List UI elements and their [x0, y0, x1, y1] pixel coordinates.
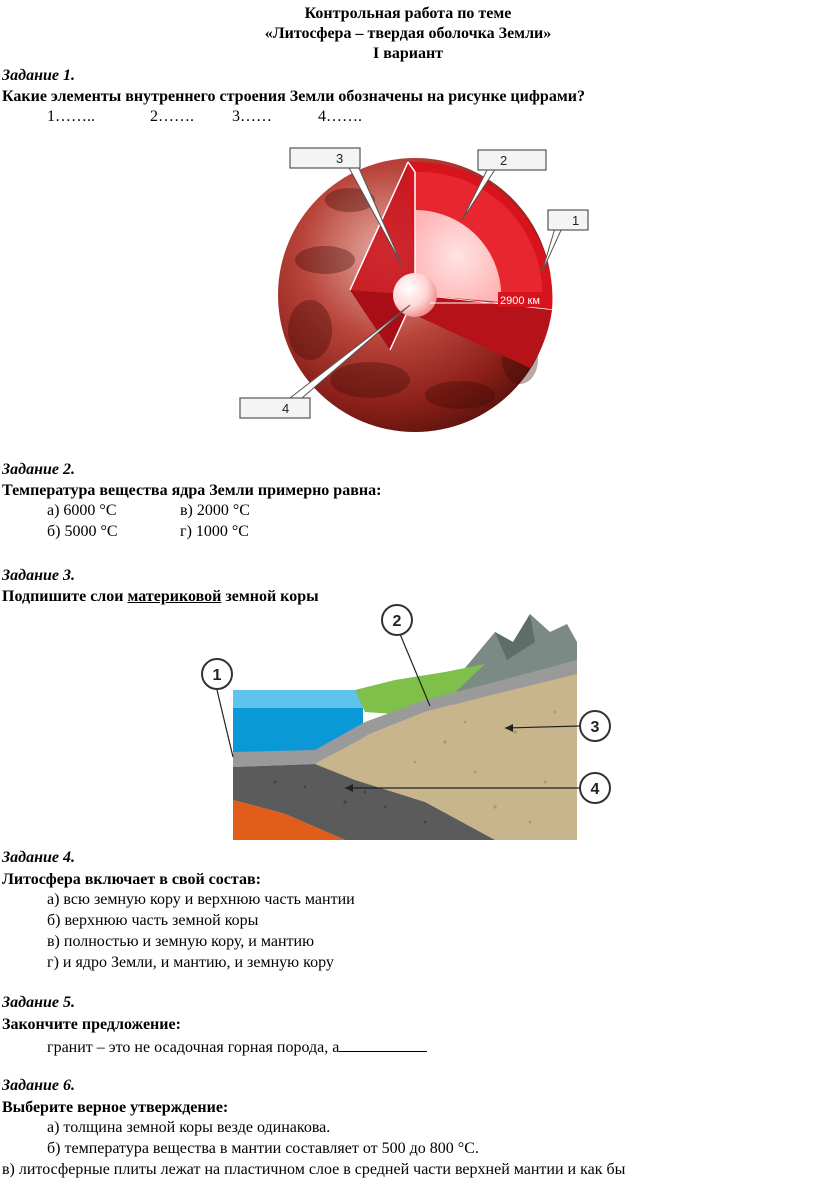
task1-blank-1: 1……..	[47, 108, 95, 125]
task6-heading: Задание 6.	[2, 1077, 75, 1094]
task3-question-pre: Подпишите слои	[2, 588, 128, 605]
task5-sentence-text: гранит – это не осадочная горная порода, а	[47, 1039, 340, 1056]
task2-heading: Задание 2.	[2, 461, 75, 478]
callout-label-2: 2	[500, 153, 508, 168]
answer-blank[interactable]	[339, 1036, 427, 1052]
task3-question-underlined: материковой	[127, 588, 222, 605]
layer-label-3: 3	[590, 719, 600, 736]
callout-label-4: 4	[282, 401, 290, 416]
task4-option-b: б) верхнюю часть земной коры	[47, 912, 259, 929]
task1-blank-2: 2…….	[150, 108, 194, 125]
task2-option-v: в) 2000 °С	[180, 502, 250, 519]
crust-section-figure	[195, 602, 625, 842]
earth-structure-figure	[230, 140, 590, 440]
callout-box-3	[290, 148, 360, 168]
task5-sentence	[47, 1036, 427, 1058]
task5-question: Закончите предложение:	[2, 1016, 181, 1033]
callout-box-1	[548, 210, 588, 230]
task6-question: Выберите верное утверждение:	[2, 1099, 229, 1116]
callout-label-3: 3	[336, 151, 344, 166]
task2-question: Температура вещества ядра Земли примерно равна:	[2, 482, 382, 499]
callout-label-1: 1	[572, 213, 580, 228]
task6-option-v: в) литосферные плиты лежат на пластичном слое в средней части верхней мантии и как бы	[2, 1161, 626, 1178]
task1-heading: Задание 1.	[2, 67, 75, 84]
callout-box-2	[478, 150, 546, 170]
task2-option-g: г) 1000 °С	[180, 523, 249, 540]
title-line-1: Контрольная работа по теме	[304, 5, 512, 22]
layer-label-1: 1	[212, 667, 222, 684]
variant-line: I вариант	[372, 45, 444, 62]
task1-blank-3: 3……	[232, 108, 272, 125]
task4-question: Литосфера включает в свой состав:	[2, 871, 261, 888]
task4-option-a: а) всю земную кору и верхнюю часть мантии	[47, 891, 355, 908]
task1-blank-4: 4…….	[318, 108, 362, 125]
task2-option-b: б) 5000 °С	[47, 523, 118, 540]
callout-box-4	[240, 398, 310, 418]
task6-option-a: а) толщина земной коры везде одинакова.	[47, 1119, 331, 1136]
layer-label-4: 4	[590, 781, 600, 798]
task4-heading: Задание 4.	[2, 849, 75, 866]
title-line-2: «Литосфера – твердая оболочка Земли»	[264, 25, 552, 42]
task4-option-v: в) полностью и земную кору, и мантию	[47, 933, 315, 950]
depth-label: 2900 км	[500, 295, 540, 307]
task6-option-b: б) температура вещества в мантии составляет от 500 до 800 °С.	[47, 1140, 479, 1157]
task3-question-post: земной коры	[221, 588, 319, 605]
task1-question: Какие элементы внутреннего строения Земли обозначены на рисунке цифрами?	[2, 88, 585, 105]
layer-label-2: 2	[392, 613, 402, 630]
task5-heading: Задание 5.	[2, 994, 75, 1011]
task2-option-a: а) 6000 °С	[47, 502, 117, 519]
task3-heading: Задание 3.	[2, 567, 75, 584]
task4-option-g: г) и ядро Земли, и мантию, и земную кору	[47, 954, 334, 971]
